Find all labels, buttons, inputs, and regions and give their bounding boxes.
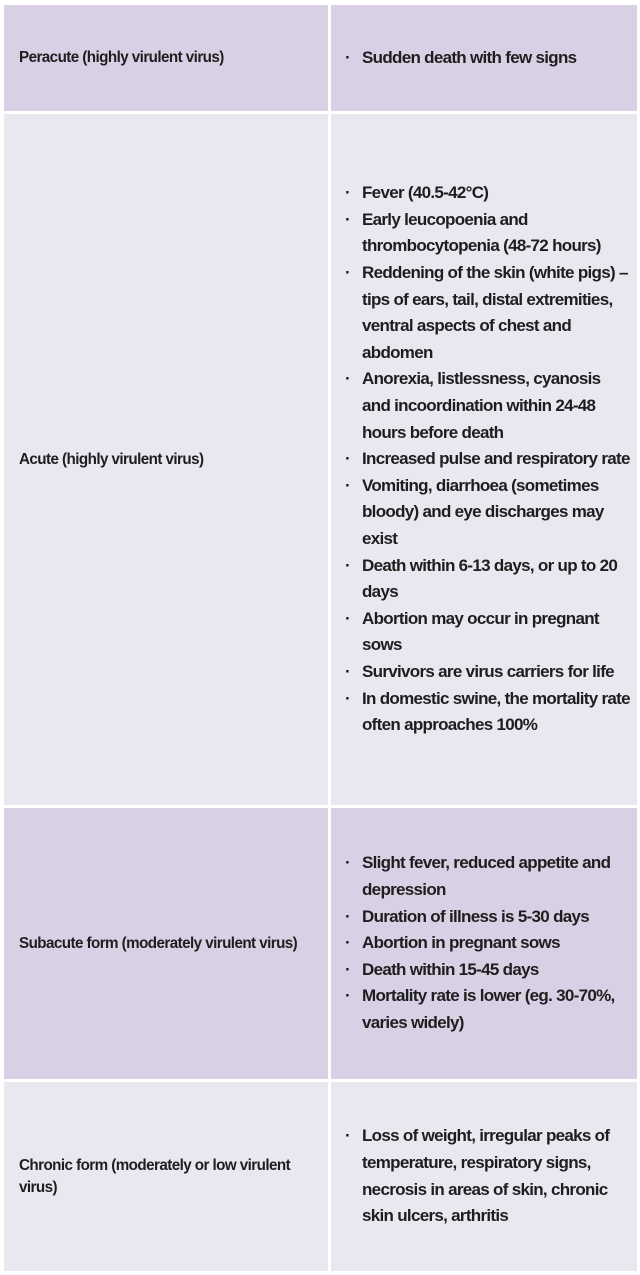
list-item: · Anorexia, listlessness, cyanosis and incoordination within 24-48 hours before death [345, 369, 601, 442]
list-item: · Loss of weight, irregular peaks of temperature, respiratory signs, necrosis in areas of skin, chronic skin ulcers, arthritis [345, 1126, 610, 1226]
form-label: Subacute form (moderately virulent virus) [19, 934, 298, 952]
list-item: · Abortion in pregnant sows [345, 933, 560, 953]
list-item: · Vomiting, diarrhoea (sometimes bloody) and eye discharges may exist [345, 475, 604, 548]
form-label: Peracute (highly virulent virus) [19, 49, 224, 66]
list-item: · Reddening of the skin (white pigs) – tips of ears, tail, distal extremities, ventral aspects of chest and abdomen [345, 263, 628, 362]
signs-list [343, 180, 631, 738]
form-cell [4, 114, 328, 805]
table-row [4, 5, 637, 111]
list-item: · Early leucopoenia and thrombocytopenia (48-72 hours) [345, 209, 601, 256]
signs-cell [331, 1082, 637, 1271]
list-item: · Increased pulse and respiratory rate [345, 449, 630, 469]
table-row [4, 114, 637, 805]
form-label: Acute (highly virulent virus) [19, 450, 204, 468]
list-item: · Abortion may occur in pregnant sows [345, 608, 599, 655]
signs-list [343, 45, 631, 72]
table-row [4, 808, 637, 1079]
list-item: · Slight fever, reduced appetite and depression [345, 853, 611, 900]
list-item: · In domestic swine, the mortality rate often approaches 100% [345, 688, 630, 735]
signs-cell [331, 808, 637, 1079]
signs-list [343, 1123, 631, 1229]
signs-cell [331, 5, 637, 111]
list-item: · Duration of illness is 5-30 days [345, 906, 590, 926]
list-item: · Fever (40.5-42°C) [345, 183, 489, 203]
list-item: · Survivors are virus carriers for life [345, 661, 614, 681]
table-row [4, 1082, 637, 1271]
form-label: Chronic form (moderately or low virulent virus) [19, 1156, 291, 1196]
signs-cell [331, 114, 637, 805]
form-cell [4, 5, 328, 111]
form-cell [4, 808, 328, 1079]
list-item: · Mortality rate is lower (eg. 30-70%, varies widely) [345, 986, 615, 1032]
list-item: · Death within 15-45 days [345, 959, 539, 979]
form-cell [4, 1082, 328, 1271]
list-item: · Death within 6-13 days, or up to 20 days [345, 555, 618, 602]
list-item: · Sudden death with few signs [345, 47, 577, 67]
signs-list [343, 850, 631, 1036]
